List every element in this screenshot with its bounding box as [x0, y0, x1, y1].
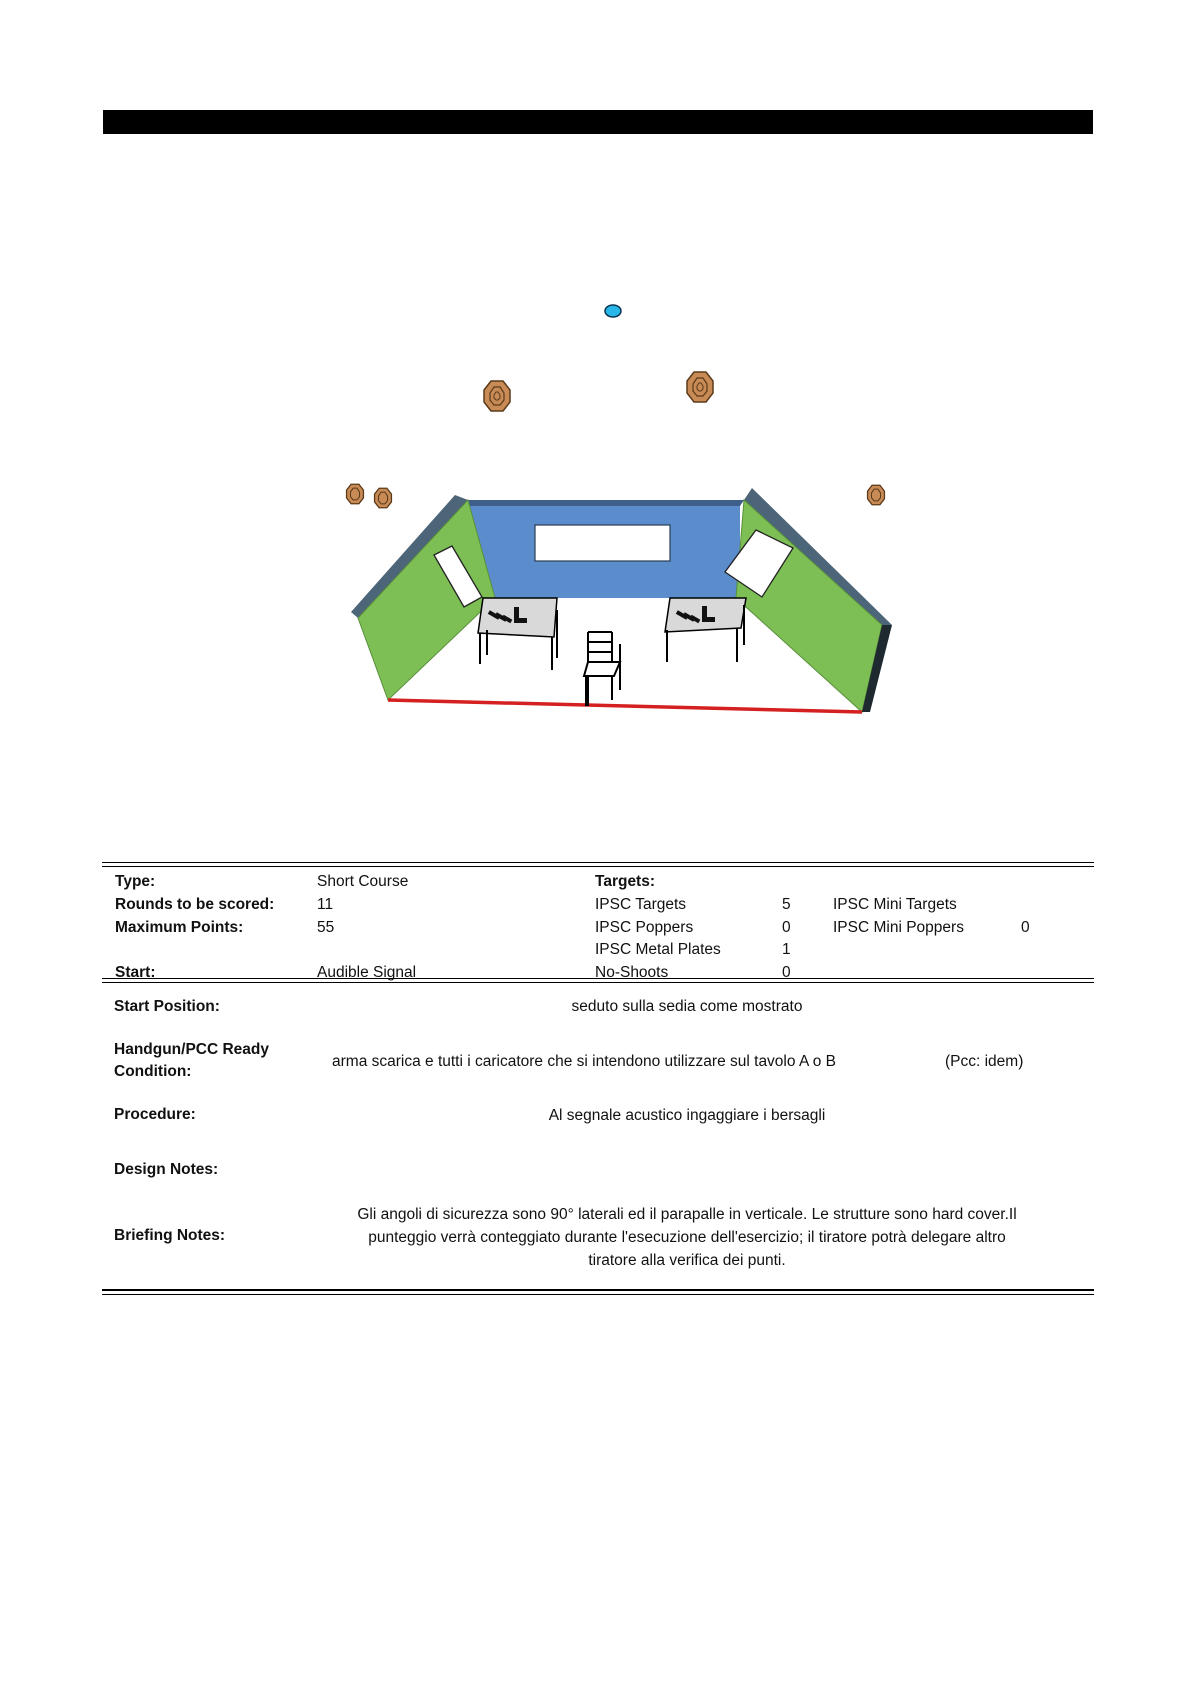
chair	[584, 632, 620, 706]
fault-line	[388, 700, 862, 712]
bottom-double-rule	[102, 1289, 1094, 1295]
target-type-count: 0	[782, 919, 791, 936]
briefing-notes-line3: tiratore alla verifica dei punti.	[588, 1252, 786, 1269]
target-type-count: 5	[782, 896, 791, 913]
ready-condition-label-line2: Condition:	[114, 1063, 192, 1080]
mini-target-label: IPSC Mini Poppers	[833, 919, 964, 936]
ipsc-target	[868, 485, 885, 505]
start-value: Audible Signal	[317, 964, 417, 981]
type-label: Type:	[115, 873, 156, 890]
target-type-label: IPSC Targets	[595, 896, 687, 913]
table-a	[478, 598, 557, 670]
target-type-label: IPSC Poppers	[595, 919, 694, 936]
target-type-label: No-Shoots	[595, 964, 669, 981]
back-wall-top	[465, 500, 744, 506]
table-b	[665, 598, 746, 662]
start-label: Start:	[115, 964, 156, 981]
briefing-notes-line2: punteggio verrà conteggiato durante l'esecuzione dell'esercizio; il tiratore potrà delegare altro	[368, 1229, 1006, 1246]
points-label: Maximum Points:	[115, 919, 244, 936]
target-type-label: IPSC Metal Plates	[595, 941, 721, 958]
back-wall-window	[535, 525, 670, 561]
targets-label: Targets:	[595, 873, 656, 890]
ipsc-target	[375, 488, 392, 508]
stage-info-table	[102, 862, 1094, 1295]
points-value: 55	[317, 919, 335, 936]
type-value: Short Course	[317, 873, 409, 890]
briefing-notes-label: Briefing Notes:	[114, 1227, 226, 1244]
ipsc-target	[687, 372, 713, 402]
ready-condition-pcc: (Pcc: idem)	[945, 1053, 1024, 1070]
ready-condition-label-line1: Handgun/PCC Ready	[114, 1041, 270, 1058]
mini-target-count: 0	[1021, 919, 1030, 936]
target-type-count: 1	[782, 941, 791, 958]
procedure-label: Procedure:	[114, 1106, 196, 1123]
metal-plate	[605, 305, 621, 317]
start-position-label: Start Position:	[114, 998, 220, 1015]
mini-target-label: IPSC Mini Targets	[833, 896, 957, 913]
target-type-count: 0	[782, 964, 791, 981]
ipsc-target	[347, 484, 364, 504]
start-position-value: seduto sulla sedia come mostrato	[571, 998, 803, 1015]
procedure-value: Al segnale acustico ingaggiare i bersagli	[548, 1107, 826, 1124]
rounds-label: Rounds to be scored:	[115, 896, 275, 913]
rounds-value: 11	[317, 896, 334, 913]
ready-condition-value: arma scarica e tutti i caricatore che si intendono utilizzare sul tavolo A o B	[332, 1053, 836, 1070]
details-block	[102, 983, 1094, 1289]
summary-block	[102, 867, 1094, 981]
briefing-notes-line1: Gli angoli di sicurezza sono 90° laterali ed il parapalle in verticale. Le strutture sono hard cover.Il	[357, 1206, 1017, 1223]
design-notes-label: Design Notes:	[114, 1161, 219, 1178]
ipsc-target	[484, 381, 510, 411]
